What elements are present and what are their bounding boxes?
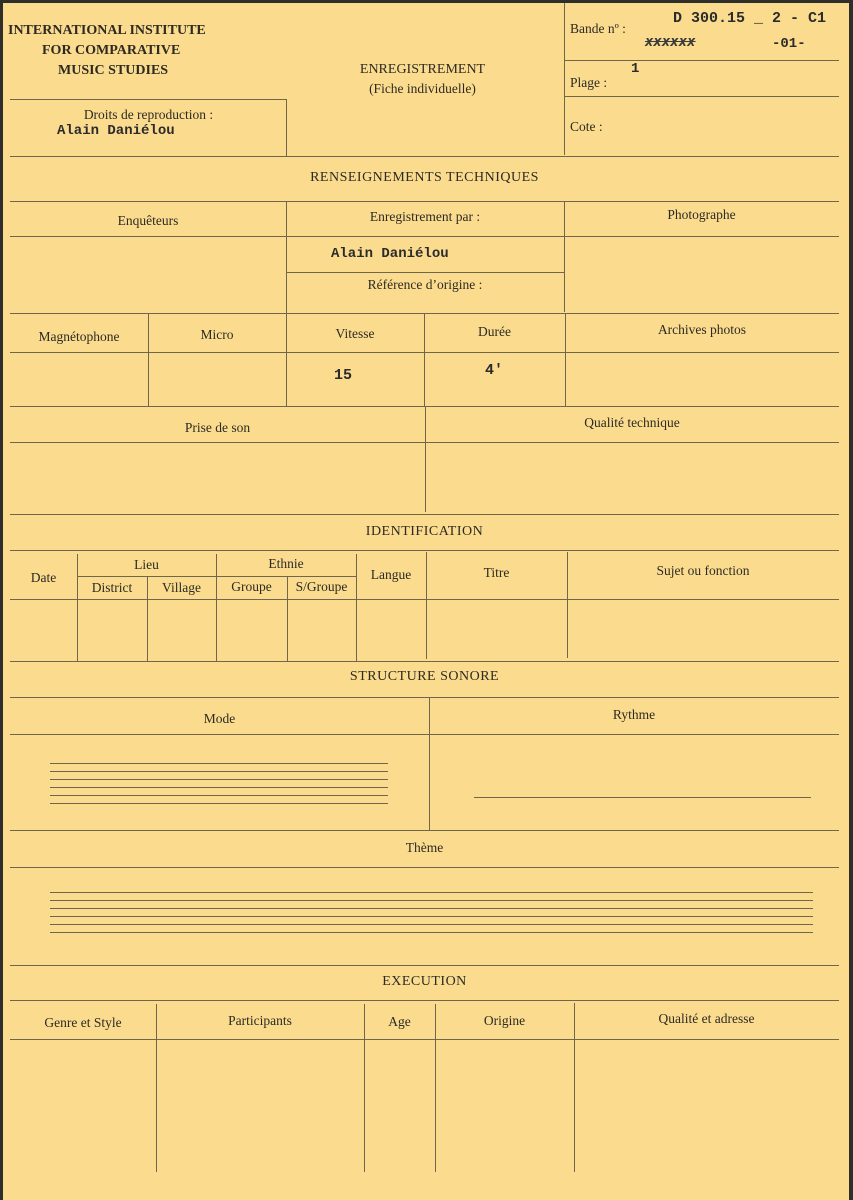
vitesse-label: Vitesse — [335, 326, 375, 341]
bande-suffix: -01- — [772, 36, 806, 52]
form-title: ENREGISTREMENT — [359, 62, 486, 77]
qualite-adresse-label: Qualité et adresse — [658, 1011, 755, 1026]
rule — [10, 442, 839, 443]
rule — [10, 965, 839, 966]
rule — [435, 1004, 436, 1172]
rule — [216, 576, 356, 577]
rule — [10, 697, 839, 698]
sujet-label: Sujet ou fonction — [656, 563, 750, 578]
participants-label: Participants — [228, 1013, 292, 1028]
rights-value: Alain Daniélou — [57, 123, 175, 139]
rule — [574, 1003, 575, 1172]
scan-edge-right — [849, 0, 853, 1200]
duree-label: Durée — [478, 324, 511, 339]
archives-label: Archives photos — [657, 322, 747, 337]
enregistrement-label: Enregistrement par : — [369, 209, 481, 224]
qualite-technique-label: Qualité technique — [584, 415, 680, 430]
form-subtitle: (Fiche individuelle) — [369, 81, 476, 96]
rythme-line — [474, 797, 811, 798]
rule — [564, 60, 839, 61]
rule — [10, 550, 839, 551]
rule — [10, 201, 839, 202]
bande-value: D 300.15 _ 2 - C1 — [673, 10, 827, 27]
plage-value: 1 — [631, 61, 640, 77]
groupe-label: Groupe — [231, 579, 272, 594]
titre-label: Titre — [483, 565, 510, 580]
rule — [286, 272, 564, 273]
genre-style-label: Genre et Style — [44, 1015, 122, 1030]
rule — [10, 156, 839, 157]
langue-label: Langue — [370, 567, 412, 582]
rule — [10, 1039, 839, 1040]
rule — [564, 3, 565, 155]
rule — [10, 236, 839, 237]
prise-de-son-label: Prise de son — [184, 420, 251, 435]
lieu-label: Lieu — [134, 557, 159, 572]
rule — [10, 514, 839, 515]
rule — [10, 734, 839, 735]
plage-label: Plage : — [570, 75, 608, 90]
reference-label: Référence d’origine : — [367, 277, 483, 292]
micro-label: Micro — [200, 327, 234, 342]
institute-line-3: MUSIC STUDIES — [58, 63, 169, 78]
enregistrement-value: Alain Daniélou — [331, 246, 449, 262]
magnetophone-label: Magnétophone — [38, 329, 120, 344]
vitesse-value: 15 — [334, 367, 353, 384]
rule — [156, 1004, 157, 1172]
date-label: Date — [30, 570, 57, 585]
rule — [10, 661, 839, 662]
rule — [10, 599, 839, 600]
bande-label: Bande nº : — [570, 21, 626, 36]
rule — [10, 867, 839, 868]
rights-label: Droits de reproduction : — [83, 107, 214, 122]
age-label: Age — [388, 1014, 411, 1029]
photographe-label: Photographe — [667, 207, 736, 222]
village-label: Village — [162, 580, 201, 595]
rule — [10, 99, 287, 100]
origine-label: Origine — [483, 1013, 526, 1028]
scan-edge-top — [0, 0, 853, 3]
section-heading-structure: STRUCTURE SONORE — [349, 669, 500, 684]
duree-value: 4' — [485, 362, 504, 379]
district-label: District — [91, 580, 133, 595]
rule — [564, 96, 839, 97]
rule — [10, 352, 839, 353]
scan-edge-left — [0, 0, 3, 1200]
mode-label: Mode — [203, 711, 236, 726]
bande-struck-value: xxxxxx — [645, 34, 696, 50]
cote-label: Cote : — [570, 119, 603, 134]
institute-line-1: INTERNATIONAL INSTITUTE — [8, 23, 206, 38]
theme-label: Thème — [405, 840, 444, 855]
section-heading-execution: EXECUTION — [382, 974, 467, 989]
rule — [10, 830, 839, 831]
sgroupe-label: S/Groupe — [295, 579, 348, 594]
rule — [10, 1000, 839, 1001]
rule — [77, 576, 216, 577]
enqueteurs-label: Enquêteurs — [117, 213, 179, 228]
rythme-label: Rythme — [612, 707, 656, 722]
institute-line-2: FOR COMPARATIVE — [42, 43, 181, 58]
section-heading-identification: IDENTIFICATION — [365, 524, 484, 539]
section-heading-technique: RENSEIGNEMENTS TECHNIQUES — [310, 170, 539, 185]
ethnie-label: Ethnie — [268, 556, 304, 571]
